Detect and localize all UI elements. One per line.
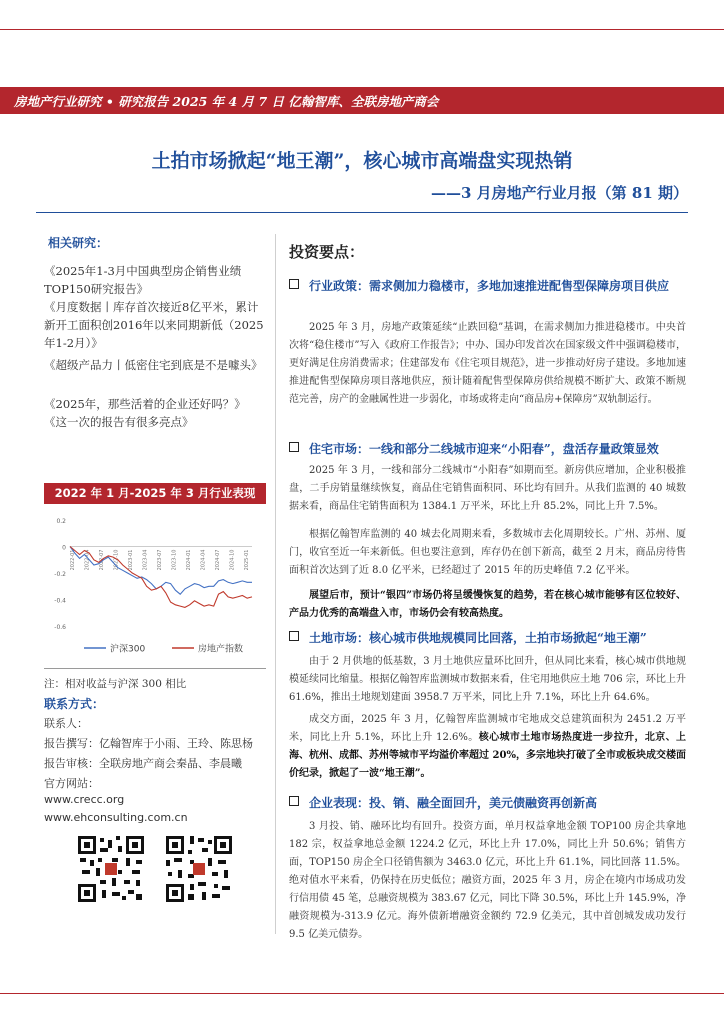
paragraph: 成交方面，2025 年 3 月，亿翰智库监测城市宅地成交总建筑面积为 2451.2 万平米，同比上升 5.1%，环比上升 12.6%。核心城市土地市场热度进一步拉升，北京、上海、杭州、成都、苏州等城市平均溢价率超过 20%，多宗地块打破了全市或板块成交楼面价纪录，掀起了一波“地王潮”。: [289, 714, 686, 779]
paragraph: 根据亿翰智库监测的 40 城去化周期来看，多数城市去化周期较长。广州、苏州、厦门，收官至近一年来新低。但也要注意到，库存仍在创下新高，截至 2 月末，商品房待售面积首次达到了近 8.0 亿平米，已经超过了 2015 年的历史峰值 7.2 亿平米。: [289, 529, 686, 576]
x-tick-label: 2024-10: [229, 549, 236, 571]
x-tick-label: 2024-07: [215, 549, 221, 571]
paragraph: 2025 年 3 月，房地产政策延续“止跌回稳”基调，在需求侧加力推进稳楼市。中央首次将“稳住楼市”写入《政府工作报告》；中办、国办印发首次在国家级文件中强调稳楼市，更好满足住房消费需求；住建部发布《住宅项目规范》，进一步推动好房子建设。多地加速推进配售型保障房项目落地供应，预计随着配售型保障房供给规模不断扩大、政策不断规范完善，房产的金融属性进一步弱化，市场或将走向“商品房+保障房”双轨制运行。: [289, 322, 686, 405]
x-tick-label: 2022-07: [99, 549, 105, 571]
x-tick-label: 2023-01: [128, 549, 134, 571]
paragraph: 2025 年 3 月，一线和部分二线城市“小阳春”如期而至。新房供应增加，企业积极推盘，二手房销量继续恢复，商品住宅销售面积同、环比均有回升。从我们监测的 40 城数据来看，商品住宅销售面积为 1384.1 万平米，环比上升 85.2%，同比上升 7.5%。: [289, 465, 686, 512]
banner-text: 房地产行业研究 • 研究报告 2025 年 4 月 7 日 亿翰智库、全联房地产商会: [14, 94, 439, 109]
section-title-land: 土地市场：核心城市供地规模同比回落，土拍市场掀起“地王潮”: [289, 629, 689, 647]
y-tick-label: -0.4: [54, 597, 66, 605]
chart-heading: 2022 年 1 月-2025 年 3 月行业表现: [44, 483, 266, 504]
checkbox-bullet-icon: [289, 442, 299, 452]
contact-line: 报告审核：全联房地产商会秦晶、李晨曦: [44, 757, 242, 770]
checkbox-bullet-icon: [289, 631, 299, 641]
x-tick-label: 2025-01: [244, 549, 250, 571]
chart-svg: [44, 508, 266, 668]
x-tick-label: 2023-07: [157, 549, 163, 571]
top-rule: [0, 29, 724, 30]
x-tick-label: 2022-04: [84, 549, 91, 571]
related-item[interactable]: 《月度数据丨库存首次接近8亿平米，累计新开工面积创2016年以来同期新低（2025年1-2月）》: [44, 300, 264, 350]
investment-highlights-heading: 投资要点：: [289, 243, 365, 261]
x-tick-label: 2024-01: [186, 549, 192, 571]
legend-label: 房地产指数: [198, 644, 244, 655]
website-link[interactable]: www.crecc.org: [44, 793, 125, 806]
paragraph: 由于 2 月供地的低基数，3 月土地供应量环比回升，但从同比来看，核心城市供地规模延续同比缩量。根据亿翰智库监测城市数据来看，住宅用地供应土地 706 宗，环比上升 61.6%，推出土地规划建面 3958.7 万平米，同比上升 7.1%，环比上升 64.6%。: [289, 656, 686, 703]
related-item[interactable]: 《这一次的报告有很多亮点》: [44, 415, 194, 429]
section-body-policy: [289, 319, 686, 409]
section-title-enterprise: 企业表现：投、销、融全面回升，美元债融资再创新高: [289, 794, 689, 812]
y-tick-label: 0: [62, 544, 66, 552]
performance-chart: [44, 508, 266, 669]
paragraph: 3 月投、销、融环比均有回升。投资方面，单月权益拿地金额 TOP100 房企共拿地 182 宗，权益拿地总金额 1224.2 亿元，环比上升 17.0%，同比上升 50.6%；销售方面，TOP150 房企全口径销售额为 3463.0 亿元，环比上升 61.1%，同比回落 11.5%。绝对值水平来看，仍保持在历史低位；融资方面，2025 年 3 月，房企在境内市场成功发行信用债 45 笔，总融资规模为 383.67 亿元，同比下降 30.5%，环比上升 145.9%，净融资规模为-313.9 亿元。海外债新增融资金额约 72.9 亿美元，其中首创城发成功发行 9.5 亿美元债券。: [289, 821, 686, 940]
y-tick-label: 0.2: [56, 518, 66, 525]
report-title: 土拍市场掀起“地王潮”，核心城市高端盘实现热销: [151, 150, 573, 172]
related-item[interactable]: 《2025年，那些活着的企业还好吗？》: [44, 397, 246, 411]
contact-heading: 联系方式：: [44, 697, 105, 711]
legend-label: 沪深300: [110, 644, 146, 655]
paragraph-bold: 展望后市，预计“银四”市场仍将呈缓慢恢复的趋势，若在核心城市能够有区位较好、产品力优秀的高端盘入市，市场仍会有较高热度。: [289, 590, 686, 619]
section-outlook: [289, 587, 686, 623]
related-item[interactable]: 《超级产品力丨低密住宅到底是不是噱头》: [44, 358, 263, 372]
x-tick-label: 2023-10: [171, 549, 178, 571]
section-title-policy: 行业政策：需求侧加力稳楼市，多地加速推进配售型保障房项目供应: [289, 277, 689, 295]
related-research-heading: 相关研究：: [48, 236, 109, 250]
checkbox-bullet-icon: [289, 796, 299, 806]
section-body-land-2: [289, 711, 686, 783]
section-title-residential: 住宅市场：一线和部分二线城市迎来“小阳春”，盘活存量政策显效: [289, 440, 689, 458]
qr-code-icon: [76, 834, 146, 904]
section-body-land: [289, 653, 686, 707]
y-tick-label: -0.6: [54, 624, 66, 631]
y-tick-label: -0.2: [54, 571, 66, 578]
section-body-residential: [289, 462, 686, 516]
x-tick-label: 2022-01: [70, 549, 76, 571]
contact-line: 联系人：: [44, 717, 88, 730]
section-body-enterprise: [289, 818, 686, 944]
qr-code-icon: [164, 834, 234, 904]
contact-line: 报告撰写：亿翰智库于小雨、王玲、陈思杨: [44, 737, 253, 750]
x-tick-label: 2024-04: [200, 549, 207, 571]
related-item[interactable]: 《2025年1-3月中国典型房企销售业绩TOP150研究报告》: [44, 264, 242, 296]
x-tick-label: 2022-10: [113, 549, 120, 571]
contact-line: 官方网站：: [44, 777, 99, 790]
chart-note: 注：相对收益与沪深 300 相比: [44, 678, 187, 690]
checkbox-bullet-icon: [289, 279, 299, 289]
title-rule: [36, 212, 688, 213]
column-divider: [275, 234, 276, 934]
x-tick-label: 2023-04: [142, 549, 149, 571]
header-banner: [0, 87, 724, 114]
footer-rule: [0, 993, 724, 994]
website-link[interactable]: www.ehconsulting.com.cn: [44, 811, 188, 824]
section-body-residential-2: [289, 526, 686, 580]
report-subtitle: ——3 月房地产行业月报（第 81 期）: [431, 184, 688, 202]
